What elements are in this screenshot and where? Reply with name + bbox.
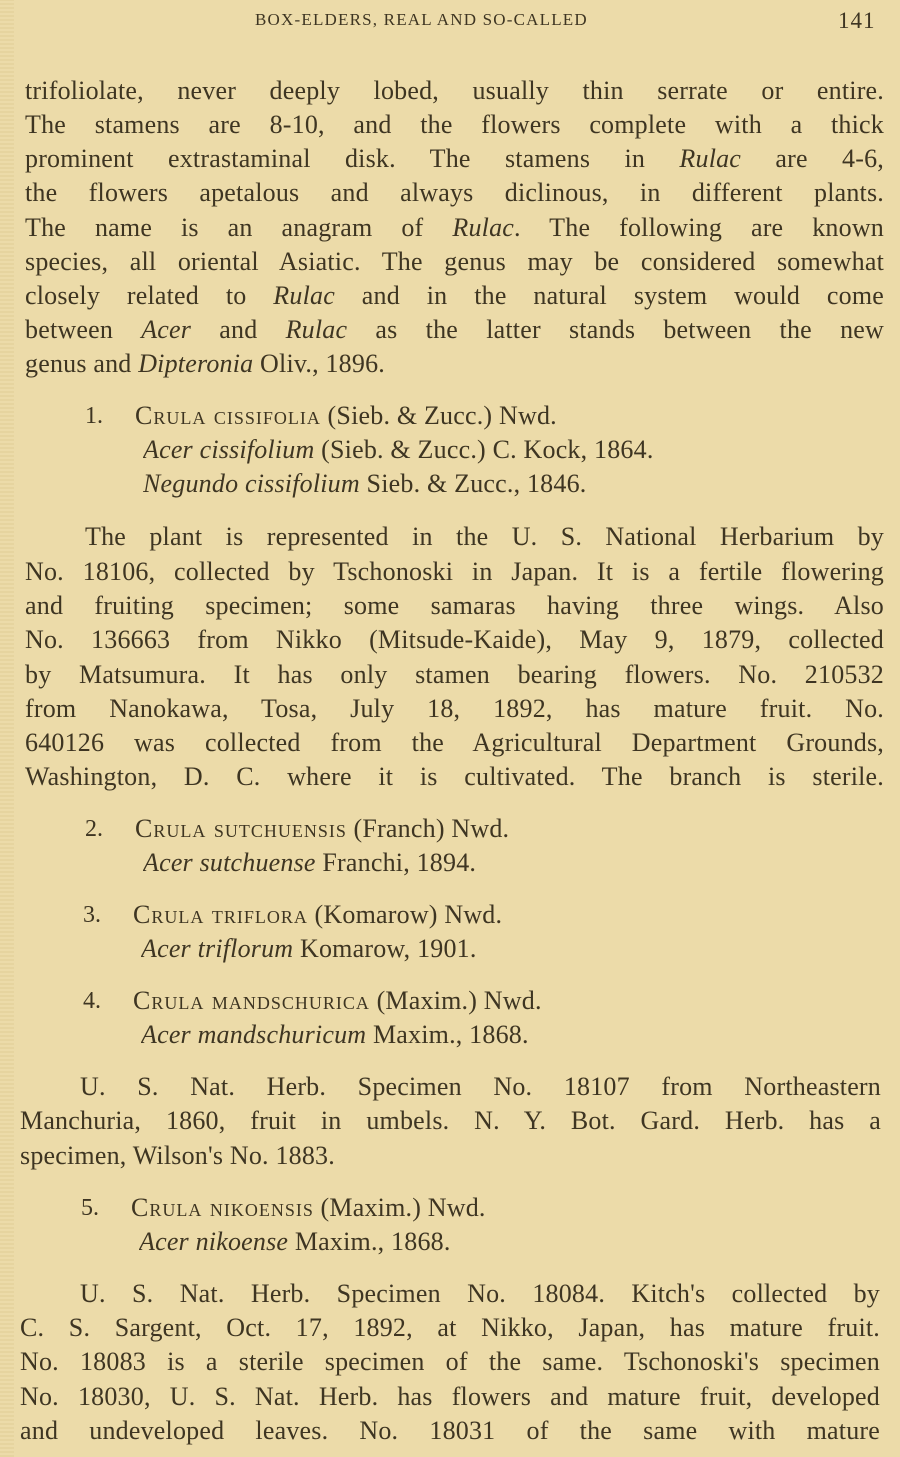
text-run: (Franch) Nwd. bbox=[346, 814, 510, 843]
text-line bbox=[85, 520, 884, 554]
text-line bbox=[20, 1380, 880, 1414]
text-line bbox=[25, 347, 884, 381]
text-run: U. S. Nat. Herb. Specimen No. 18084. Kitch's collected by bbox=[80, 1279, 880, 1308]
species-heading-line bbox=[135, 399, 884, 433]
text-line bbox=[20, 1139, 881, 1173]
text-run: (Komarow) Nwd. bbox=[307, 900, 503, 929]
text-run: No. 18083 is a sterile specimen of the same. Tschonoski's specimen bbox=[20, 1347, 880, 1376]
text-run: (Sieb. & Zucc.) Nwd. bbox=[320, 401, 557, 430]
text-line bbox=[143, 467, 884, 501]
italic-taxon: Rulac bbox=[273, 281, 335, 310]
italic-taxon: Negundo cissifolium bbox=[143, 469, 360, 498]
text-run: and fruiting specimen; some samaras having three wings. Also bbox=[25, 591, 884, 620]
text-line bbox=[25, 555, 884, 589]
text-line bbox=[25, 176, 884, 210]
italic-taxon: Acer mandschuricum bbox=[141, 1020, 367, 1049]
text-run: (Maxim.) Nwd. bbox=[369, 986, 542, 1015]
text-run: species, all oriental Asiatic. The genus may be considered somewhat bbox=[25, 247, 884, 276]
text-line bbox=[25, 211, 884, 245]
italic-taxon: Acer nikoense bbox=[139, 1227, 289, 1256]
text-run: No. 18030, U. S. Nat. Herb. has flowers and mature fruit, developed bbox=[20, 1382, 880, 1411]
text-line bbox=[143, 433, 884, 467]
text-run: C. S. Sargent, Oct. 17, 1892, at Nikko, Japan, has mature fruit. bbox=[20, 1313, 880, 1342]
text-line bbox=[25, 658, 884, 692]
species-name: Crula nikoensis bbox=[131, 1193, 314, 1222]
text-line bbox=[25, 74, 884, 108]
text-line bbox=[141, 1018, 884, 1052]
species-heading-line bbox=[131, 1191, 884, 1225]
italic-taxon: Acer sutchuense bbox=[143, 848, 316, 877]
text-run: from Nanokawa, Tosa, July 18, 1892, has mature fruit. No. bbox=[25, 694, 884, 723]
species-name: Crula cissifolia bbox=[135, 401, 321, 430]
italic-taxon: Rulac bbox=[679, 144, 742, 173]
text-line bbox=[20, 1345, 880, 1379]
text-line bbox=[80, 1070, 881, 1104]
species-number: 5. bbox=[81, 1195, 99, 1221]
text-run: Manchuria, 1860, fruit in umbels. N. Y. Bot. Gard. Herb. has a bbox=[20, 1106, 881, 1135]
italic-taxon: Acer cissifolium bbox=[143, 435, 315, 464]
text-line bbox=[25, 108, 884, 142]
text-run: Oliv., 1896. bbox=[253, 349, 385, 378]
text-run: The name is an anagram of bbox=[25, 213, 453, 242]
italic-taxon: Rulac bbox=[452, 213, 515, 242]
text-line bbox=[143, 846, 884, 880]
text-line bbox=[25, 279, 884, 313]
text-run: and in the natural system would come bbox=[334, 281, 884, 310]
italic-taxon: Dipteronia bbox=[138, 349, 254, 378]
text-run: Washington, D. C. where it is cultivated. The branch is sterile. bbox=[25, 762, 884, 791]
species-number: 4. bbox=[83, 988, 101, 1014]
text-run: the flowers apetalous and always diclinous, in different plants. bbox=[25, 178, 884, 207]
text-line bbox=[20, 1311, 880, 1345]
text-run: No. 136663 from Nikko (Mitsude-Kaide), May 9, 1879, collected bbox=[25, 625, 884, 654]
species-number: 3. bbox=[83, 902, 101, 928]
text-line bbox=[25, 589, 884, 623]
text-run: by Matsumura. It has only stamen bearing flowers. No. 210532 bbox=[25, 660, 884, 689]
text-run: and undeveloped leaves. No. 18031 of the same with mature bbox=[20, 1416, 880, 1445]
text-run: The stamens are 8-10, and the flowers complete with a thick bbox=[25, 110, 884, 139]
text-run: The plant is represented in the U. S. National Herbarium by bbox=[85, 522, 884, 551]
text-run: (Sieb. & Zucc.) C. Kock, 1864. bbox=[314, 435, 654, 464]
text-run: between bbox=[25, 315, 142, 344]
text-run: U. S. Nat. Herb. Specimen No. 18107 from Northeastern bbox=[80, 1072, 881, 1101]
text-line bbox=[25, 142, 884, 176]
running-header: BOX-ELDERS, REAL AND SO-CALLED bbox=[255, 10, 588, 29]
text-run: genus and bbox=[25, 349, 139, 378]
text-line bbox=[25, 623, 884, 657]
species-number: 2. bbox=[85, 816, 103, 842]
text-run: Komarow, 1901. bbox=[293, 934, 477, 963]
text-run: . The following are known bbox=[514, 213, 884, 242]
species-name: Crula triflora bbox=[133, 900, 308, 929]
text-line bbox=[80, 1277, 880, 1311]
text-line bbox=[25, 692, 884, 726]
text-line bbox=[20, 1414, 880, 1448]
species-heading-line bbox=[135, 812, 884, 846]
text-run: Maxim., 1868. bbox=[366, 1020, 529, 1049]
text-line bbox=[141, 932, 884, 966]
text-run: specimen, Wilson's No. 1883. bbox=[20, 1141, 335, 1170]
text-run: 640126 was collected from the Agricultural Department Grounds, bbox=[25, 728, 884, 757]
text-line bbox=[25, 313, 884, 347]
page-edge bbox=[0, 0, 14, 1457]
text-line bbox=[25, 726, 884, 760]
text-line bbox=[139, 1225, 884, 1259]
text-run: as the latter stands between the new bbox=[347, 315, 884, 344]
text-line bbox=[25, 760, 884, 794]
species-name: Crula sutchuensis bbox=[135, 814, 347, 843]
species-heading-line bbox=[133, 984, 884, 1018]
text-run: Sieb. & Zucc., 1846. bbox=[359, 469, 587, 498]
text-line bbox=[20, 1104, 881, 1138]
page-number: 141 bbox=[838, 8, 876, 33]
text-run: and bbox=[191, 315, 286, 344]
italic-taxon: Rulac bbox=[285, 315, 348, 344]
italic-taxon: Acer triflorum bbox=[141, 934, 294, 963]
text-run: are 4-6, bbox=[741, 144, 884, 173]
text-run: prominent extrastaminal disk. The stamens in bbox=[25, 144, 680, 173]
text-line bbox=[25, 245, 884, 279]
text-run: (Maxim.) Nwd. bbox=[313, 1193, 486, 1222]
text-run: Maxim., 1868. bbox=[288, 1227, 451, 1256]
text-run: Franchi, 1894. bbox=[315, 848, 477, 877]
species-heading-line bbox=[133, 898, 884, 932]
text-run: No. 18106, collected by Tschonoski in Japan. It is a fertile flowering bbox=[25, 557, 884, 586]
text-run: trifoliolate, never deeply lobed, usually thin serrate or entire. bbox=[25, 76, 884, 105]
italic-taxon: Acer bbox=[141, 315, 192, 344]
text-run: closely related to bbox=[25, 281, 274, 310]
species-name: Crula mandschurica bbox=[133, 986, 370, 1015]
species-number: 1. bbox=[85, 403, 103, 429]
